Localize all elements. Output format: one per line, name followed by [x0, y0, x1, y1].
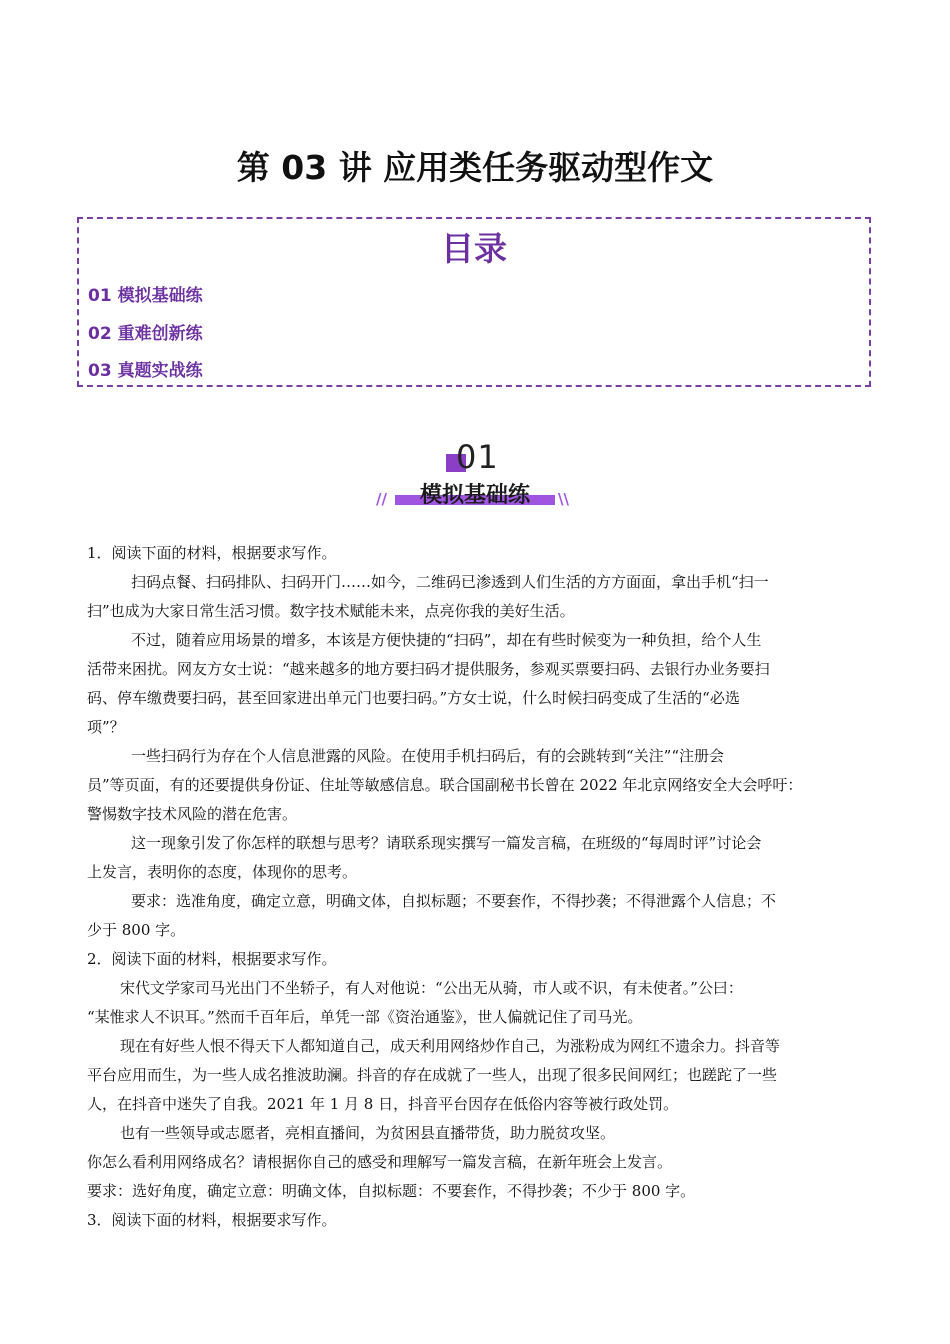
section-badge — [360, 438, 590, 518]
paragraph-line: “某惟求人不识耳。”然而千百年后，单凭一部《资治通鉴》，世人偏就记住了司马光。 — [87, 1008, 643, 1026]
paragraph-line: 平台应用而生，为一些人成名推波助澜。抖音的存在成就了一些人，出现了很多民间网红；也蹉跎了一些 — [87, 1066, 778, 1084]
paragraph-line: 警惕数字技术风险的潜在危害。 — [87, 805, 298, 823]
paragraph-line: 项”？ — [87, 718, 125, 736]
paragraph-line: 3．阅读下面的材料，根据要求写作。 — [87, 1211, 337, 1229]
paragraph-line: 也有一些领导或志愿者，亮相直播间，为贫困县直播带货，助力脱贫攻坚。 — [120, 1124, 616, 1142]
paragraph-line: 2．阅读下面的材料，根据要求写作。 — [87, 950, 337, 968]
paragraph-line: 码、停车缴费要扫码，甚至回家进出单元门也要扫码。”方女士说，什么时候扫码变成了生活的“必选 — [87, 689, 740, 707]
paragraph-line: 一些扫码行为存在个人信息泄露的风险。在使用手机扫码后，有的会跳转到“关注”“注册会 — [131, 747, 725, 765]
paragraph-line: 宋代文学家司马光出门不坐轿子，有人对他说：“公出无从骑，市人或不识，有未使者。”公曰： — [120, 979, 743, 997]
section-number: 01 — [456, 438, 499, 476]
section-label: 模拟基础练 — [419, 483, 530, 508]
paragraph-line: 现在有好些人恨不得天下人都知道自己，成天利用网络炒作自己，为涨粉成为网红不遗余力。抖音等 — [120, 1037, 781, 1055]
paragraph-line: 扫码点餐、扫码排队、扫码开门……如今，二维码已渗透到人们生活的方方面面，拿出手机“扫一 — [131, 573, 769, 591]
paragraph-line: 这一现象引发了你怎样的联想与思考？请联系现实撰写一篇发言稿，在班级的“每周时评”讨论会 — [131, 834, 762, 852]
paragraph-line: 上发言，表明你的态度，体现你的思考。 — [87, 863, 358, 881]
toc-heading: 目录 — [441, 229, 507, 268]
paragraph-line: 1．阅读下面的材料，根据要求写作。 — [87, 544, 337, 562]
paragraph-line: 要求：选准角度，确定立意，明确文体，自拟标题；不要套作，不得抄袭；不得泄露个人信息；不 — [131, 892, 777, 910]
page-title: 第 03 讲 应用类任务驱动型作文 — [236, 148, 714, 187]
toc-item-2[interactable]: 02 重难创新练 — [88, 324, 203, 344]
paragraph-line: 扫”也成为大家日常生活习惯。数字技术赋能未来，点亮你我的美好生活。 — [87, 602, 575, 620]
paragraph-line: 要求：选好角度，确定立意：明确文体，自拟标题：不要套作，不得抄袭；不少于 800 字。 — [87, 1182, 696, 1200]
paragraph-line: 人，在抖音中迷失了自我。2021 年 1 月 8 日，抖音平台因存在低俗内容等被行政处罚。 — [87, 1095, 679, 1113]
slash-decoration-left: // — [376, 490, 387, 508]
paragraph-line: 活带来困扰。网友方女士说：“越来越多的地方要扫码才提供服务，参观买票要扫码、去银行办业务要扫 — [87, 660, 770, 678]
paragraph-line: 员”等页面，有的还要提供身份证、住址等敏感信息。联合国副秘书长曾在 2022 年北京网络安全大会呼吁： — [87, 776, 803, 794]
table-of-contents — [77, 217, 871, 387]
paragraph-line: 你怎么看利用网络成名？请根据你自己的感受和理解写一篇发言稿，在新年班会上发言。 — [87, 1153, 673, 1171]
toc-item-1[interactable]: 01 模拟基础练 — [88, 286, 203, 306]
slash-decoration-right: \\ — [558, 490, 569, 508]
paragraph-line: 少于 800 字。 — [87, 921, 186, 939]
paragraph-line: 不过，随着应用场景的增多，本该是方便快捷的“扫码”，却在有些时候变为一种负担，给个人生 — [131, 631, 762, 649]
toc-item-3[interactable]: 03 真题实战练 — [88, 361, 203, 381]
